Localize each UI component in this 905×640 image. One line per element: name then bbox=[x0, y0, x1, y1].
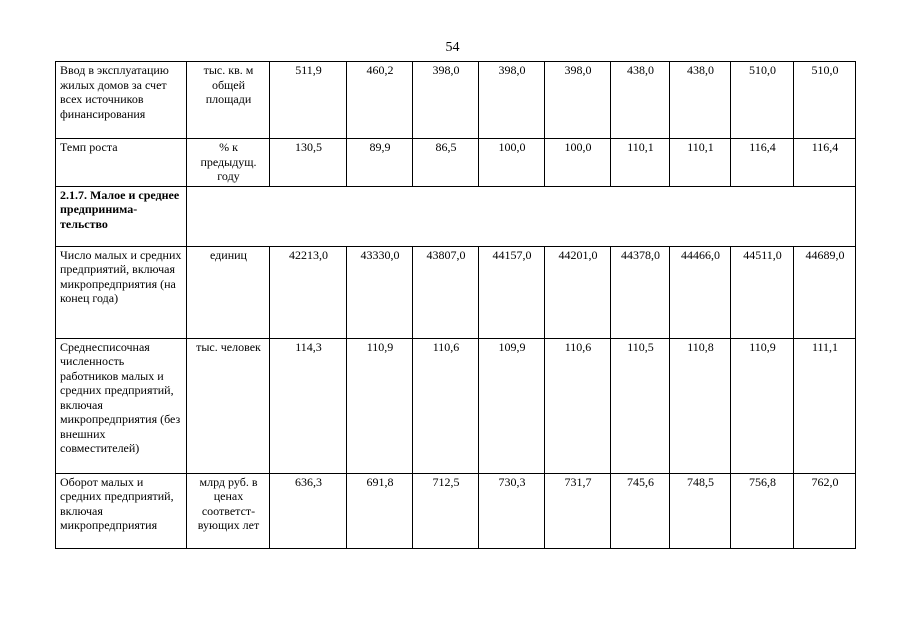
indicator-unit: тыс. кв. м общей площади bbox=[187, 62, 270, 139]
value-cell: 100,0 bbox=[479, 139, 545, 187]
value-cell: 438,0 bbox=[670, 62, 731, 139]
value-cell: 110,1 bbox=[611, 139, 670, 187]
value-cell: 510,0 bbox=[794, 62, 856, 139]
value-cell: 756,8 bbox=[731, 473, 794, 548]
value-cell: 44511,0 bbox=[731, 246, 794, 338]
value-cell: 398,0 bbox=[413, 62, 479, 139]
indicator-name: Темп роста bbox=[56, 139, 187, 187]
value-cell: 511,9 bbox=[270, 62, 347, 139]
value-cell: 110,8 bbox=[670, 338, 731, 473]
value-cell: 44378,0 bbox=[611, 246, 670, 338]
value-cell: 44157,0 bbox=[479, 246, 545, 338]
page-number: 54 bbox=[445, 40, 460, 55]
value-cell: 109,9 bbox=[479, 338, 545, 473]
value-cell: 130,5 bbox=[270, 139, 347, 187]
value-cell: 691,8 bbox=[347, 473, 413, 548]
table-row bbox=[56, 139, 856, 187]
table-row bbox=[56, 473, 856, 548]
value-cell: 43330,0 bbox=[347, 246, 413, 338]
value-cell: 110,9 bbox=[731, 338, 794, 473]
value-cell: 636,3 bbox=[270, 473, 347, 548]
indicator-unit: млрд руб. в ценах соответст-вующих лет bbox=[187, 473, 270, 548]
indicator-name: Оборот малых и средних предприятий, включая микропредприятия bbox=[56, 473, 187, 548]
indicator-name: Ввод в эксплуатацию жилых домов за счет всех источников финансирования bbox=[56, 62, 187, 139]
value-cell: 43807,0 bbox=[413, 246, 479, 338]
value-cell: 712,5 bbox=[413, 473, 479, 548]
value-cell: 89,9 bbox=[347, 139, 413, 187]
value-cell: 111,1 bbox=[794, 338, 856, 473]
indicator-unit: % к предыдущ. году bbox=[187, 139, 270, 187]
value-cell: 110,6 bbox=[545, 338, 611, 473]
value-cell: 748,5 bbox=[670, 473, 731, 548]
indicator-name: Число малых и средних предприятий, включая микропредприятия (на конец года) bbox=[56, 246, 187, 338]
value-cell: 510,0 bbox=[731, 62, 794, 139]
value-cell: 460,2 bbox=[347, 62, 413, 139]
value-cell: 86,5 bbox=[413, 139, 479, 187]
table-row bbox=[56, 186, 856, 246]
value-cell: 110,9 bbox=[347, 338, 413, 473]
indicators-table bbox=[55, 61, 856, 549]
value-cell: 762,0 bbox=[794, 473, 856, 548]
value-cell: 110,6 bbox=[413, 338, 479, 473]
value-cell: 110,1 bbox=[670, 139, 731, 187]
section-empty-cell bbox=[187, 186, 856, 246]
value-cell: 114,3 bbox=[270, 338, 347, 473]
value-cell: 100,0 bbox=[545, 139, 611, 187]
table-row bbox=[56, 62, 856, 139]
value-cell: 438,0 bbox=[611, 62, 670, 139]
value-cell: 44201,0 bbox=[545, 246, 611, 338]
table-body bbox=[56, 62, 856, 549]
table-row bbox=[56, 246, 856, 338]
section-heading: 2.1.7. Малое и среднее предпринима-тельство bbox=[56, 186, 187, 246]
value-cell: 44689,0 bbox=[794, 246, 856, 338]
value-cell: 116,4 bbox=[794, 139, 856, 187]
value-cell: 116,4 bbox=[731, 139, 794, 187]
value-cell: 398,0 bbox=[479, 62, 545, 139]
value-cell: 42213,0 bbox=[270, 246, 347, 338]
value-cell: 745,6 bbox=[611, 473, 670, 548]
value-cell: 731,7 bbox=[545, 473, 611, 548]
indicator-unit: тыс. человек bbox=[187, 338, 270, 473]
table-row bbox=[56, 338, 856, 473]
value-cell: 730,3 bbox=[479, 473, 545, 548]
indicator-name: Среднесписочная численность работников малых и средних предприятий, включая микропредприятия (без внешних совместителей) bbox=[56, 338, 187, 473]
indicator-unit: единиц bbox=[187, 246, 270, 338]
value-cell: 110,5 bbox=[611, 338, 670, 473]
value-cell: 44466,0 bbox=[670, 246, 731, 338]
value-cell: 398,0 bbox=[545, 62, 611, 139]
